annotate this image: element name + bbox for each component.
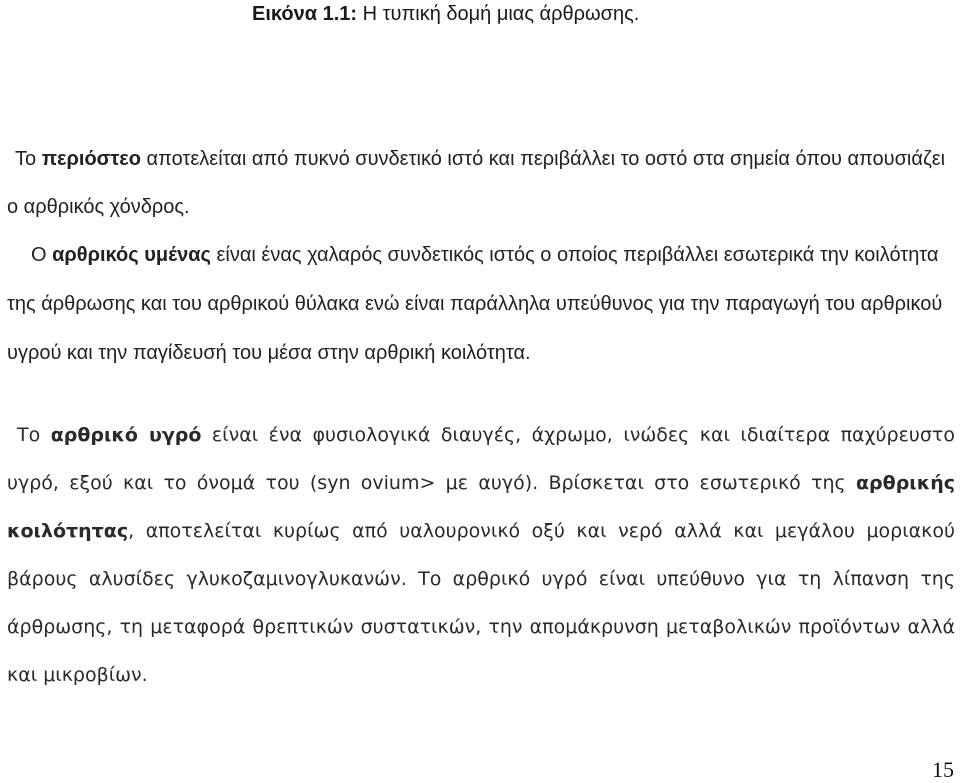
text-run: , αποτελείται κυρίως από υαλουρονικό οξύ και νερό αλλά και μεγάλου μοριακού βάρους αλυσίδες γλυκοζαμινογλυκανών. Το αρθρικό υγρό είναι υπεύθυνο για τη λίπανση της άρθρωσης, τη μεταφορά θρεπτικών συστατικών, την απομάκρυνση μεταβολικών προϊόντων αλλά και μικροβίων.: [7, 520, 955, 686]
paragraph-periosteum: [7, 135, 955, 231]
text-run: Ο: [31, 244, 53, 266]
text-run: αποτελείται από πυκνό συνδετικό ιστό και περιβάλλει το οστό στα σημεία όπου απουσιάζει ο αρθρικός χόνδρος.: [7, 148, 946, 218]
paragraph-synovial-fluid: [7, 411, 955, 699]
text-run: είναι ένα φυσιολογικά διαυγές, άχρωμο, ινώδες και ιδιαίτερα παχύρευστο υγρό, εξού και το όνομά του (syn ovium> με αυγό). Βρίσκεται στο εσωτερικό της: [7, 424, 955, 494]
page-number: 15: [932, 757, 954, 782]
text-run: είναι ένας χαλαρός συνδετικός ιστός ο οποίος περιβάλλει εσωτερικά την κοιλότητα της άρθρωσης και του αρθρικού θύλακα ενώ είναι παράλληλα υπεύθυνος για την παραγωγή του αρθρικού υγρού και την παγίδευσή του μέσα στην αρθρική κοιλότητα.: [7, 244, 943, 364]
term-synovial-membrane: αρθρικός υμένας: [52, 244, 211, 266]
figure-caption: [252, 2, 639, 26]
text-run: Το: [15, 148, 42, 170]
term-synovial-cavity: αρθρικής κοιλότητας: [7, 472, 955, 542]
term-synovial-fluid: αρθρικό υγρό: [50, 424, 202, 446]
figure-caption-label: Εικόνα 1.1:: [252, 3, 358, 25]
text-run: Το: [17, 424, 51, 446]
paragraph-synovial-membrane: [7, 231, 955, 378]
term-periosteum: περιόστεο: [41, 148, 141, 170]
figure-caption-text: Η τυπική δομή μιας άρθρωσης.: [362, 3, 640, 25]
